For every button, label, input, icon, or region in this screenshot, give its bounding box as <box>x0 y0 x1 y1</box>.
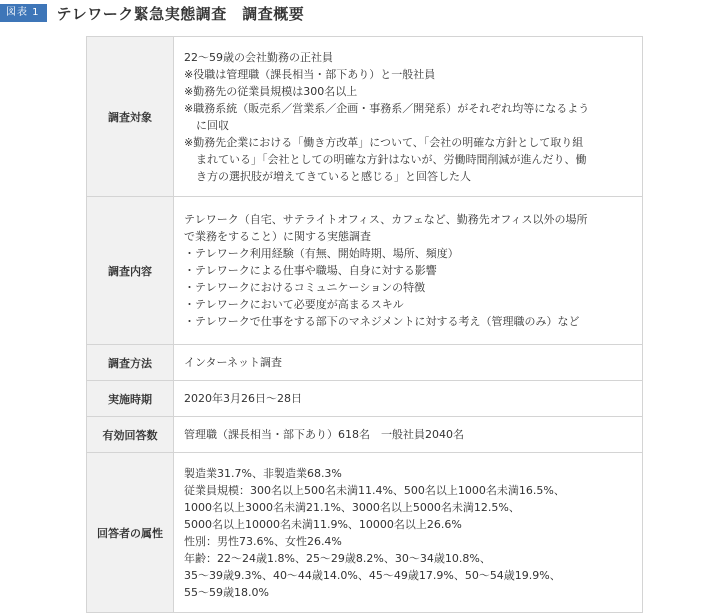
survey-overview-table <box>86 36 643 613</box>
row-label: 回答者の属性 <box>87 453 174 613</box>
row-label: 有効回答数 <box>87 417 174 453</box>
content-line: 35～39歳9.3%、40～44歳14.0%、45～49歳17.9%、50～54歳19.9%、 <box>184 568 561 582</box>
content-line: まれている」「会社としての明確な方針はないが、労働時間削減が進んだり、働 <box>196 152 587 166</box>
content-line: に回収 <box>196 118 229 132</box>
content-line: ・テレワークによる仕事や職場、自身に対する影響 <box>184 264 437 277</box>
content-line: 1000名以上3000名未満21.1%、3000名以上5000名未満12.5%、 <box>184 500 520 514</box>
content-line: ※勤務先企業における「働き方改革」について、「会社の明確な方針として取り組 <box>184 135 584 149</box>
row-label: 調査方法 <box>87 345 174 381</box>
row-content <box>174 453 643 613</box>
figure-header <box>0 0 304 24</box>
content-line: き方の選択肢が増えてきていると感じる」と回答した人 <box>196 169 471 183</box>
content-line: ・テレワークで仕事をする部下のマネジメントに対する考え（管理職のみ）など <box>184 315 580 328</box>
content-line: 55～59歳18.0% <box>184 585 269 599</box>
survey-table-body <box>87 37 643 613</box>
content-line: 従業員規模：300名以上500名未満11.4%、500名以上1000名未満16.5%、 <box>184 483 565 497</box>
content-line: ※役職は管理職（課長相当・部下あり）と一般社員 <box>184 67 436 81</box>
content-line: 性別：男性73.6%、女性26.4% <box>184 534 342 548</box>
table-row <box>87 417 643 453</box>
row-content <box>174 37 643 197</box>
row-content <box>174 345 643 381</box>
content-line: ※勤務先の従業員規模は300名以上 <box>184 84 358 98</box>
row-content <box>174 197 643 345</box>
figure-title: テレワーク緊急実態調査 調査概要 <box>56 4 305 23</box>
content-line: テレワーク（自宅、サテライトオフィス、カフェなど、勤務先オフィス以外の場所 <box>184 213 588 226</box>
content-line: 2020年3月26日～28日 <box>184 392 302 405</box>
content-line: 年齢：22～24歳1.8%、25～29歳8.2%、30～34歳10.8%、 <box>184 551 491 565</box>
content-line: インターネット調査 <box>184 356 283 369</box>
row-content <box>174 381 643 417</box>
row-content <box>174 417 643 453</box>
content-line: ・テレワークにおいて必要度が高まるスキル <box>184 298 404 311</box>
figure-badge: 図表 1 <box>0 4 47 22</box>
table-row <box>87 381 643 417</box>
table-row <box>87 37 643 197</box>
content-line: 製造業31.7%、非製造業68.3% <box>184 466 342 480</box>
row-label: 実施時期 <box>87 381 174 417</box>
content-line: ・テレワーク利用経験（有無、開始時期、場所、頻度） <box>184 247 459 260</box>
content-line: ※職務系統（販売系／営業系／企画・事務系／開発系）がそれぞれ均等になるよう <box>184 101 590 115</box>
content-line: ・テレワークにおけるコミュニケーションの特徴 <box>184 281 426 294</box>
row-label: 調査内容 <box>87 197 174 345</box>
content-line: 5000名以上10000名未満11.9%、10000名以上26.6% <box>184 517 462 531</box>
table-row <box>87 345 643 381</box>
table-row <box>87 197 643 345</box>
table-row <box>87 453 643 613</box>
row-label: 調査対象 <box>87 37 174 197</box>
content-line: で業務をすること）に関する実態調査 <box>184 230 371 243</box>
content-line: 管理職（課長相当・部下あり）618名 一般社員2040名 <box>184 428 464 441</box>
content-line: 22～59歳の会社勤務の正社員 <box>184 50 333 64</box>
